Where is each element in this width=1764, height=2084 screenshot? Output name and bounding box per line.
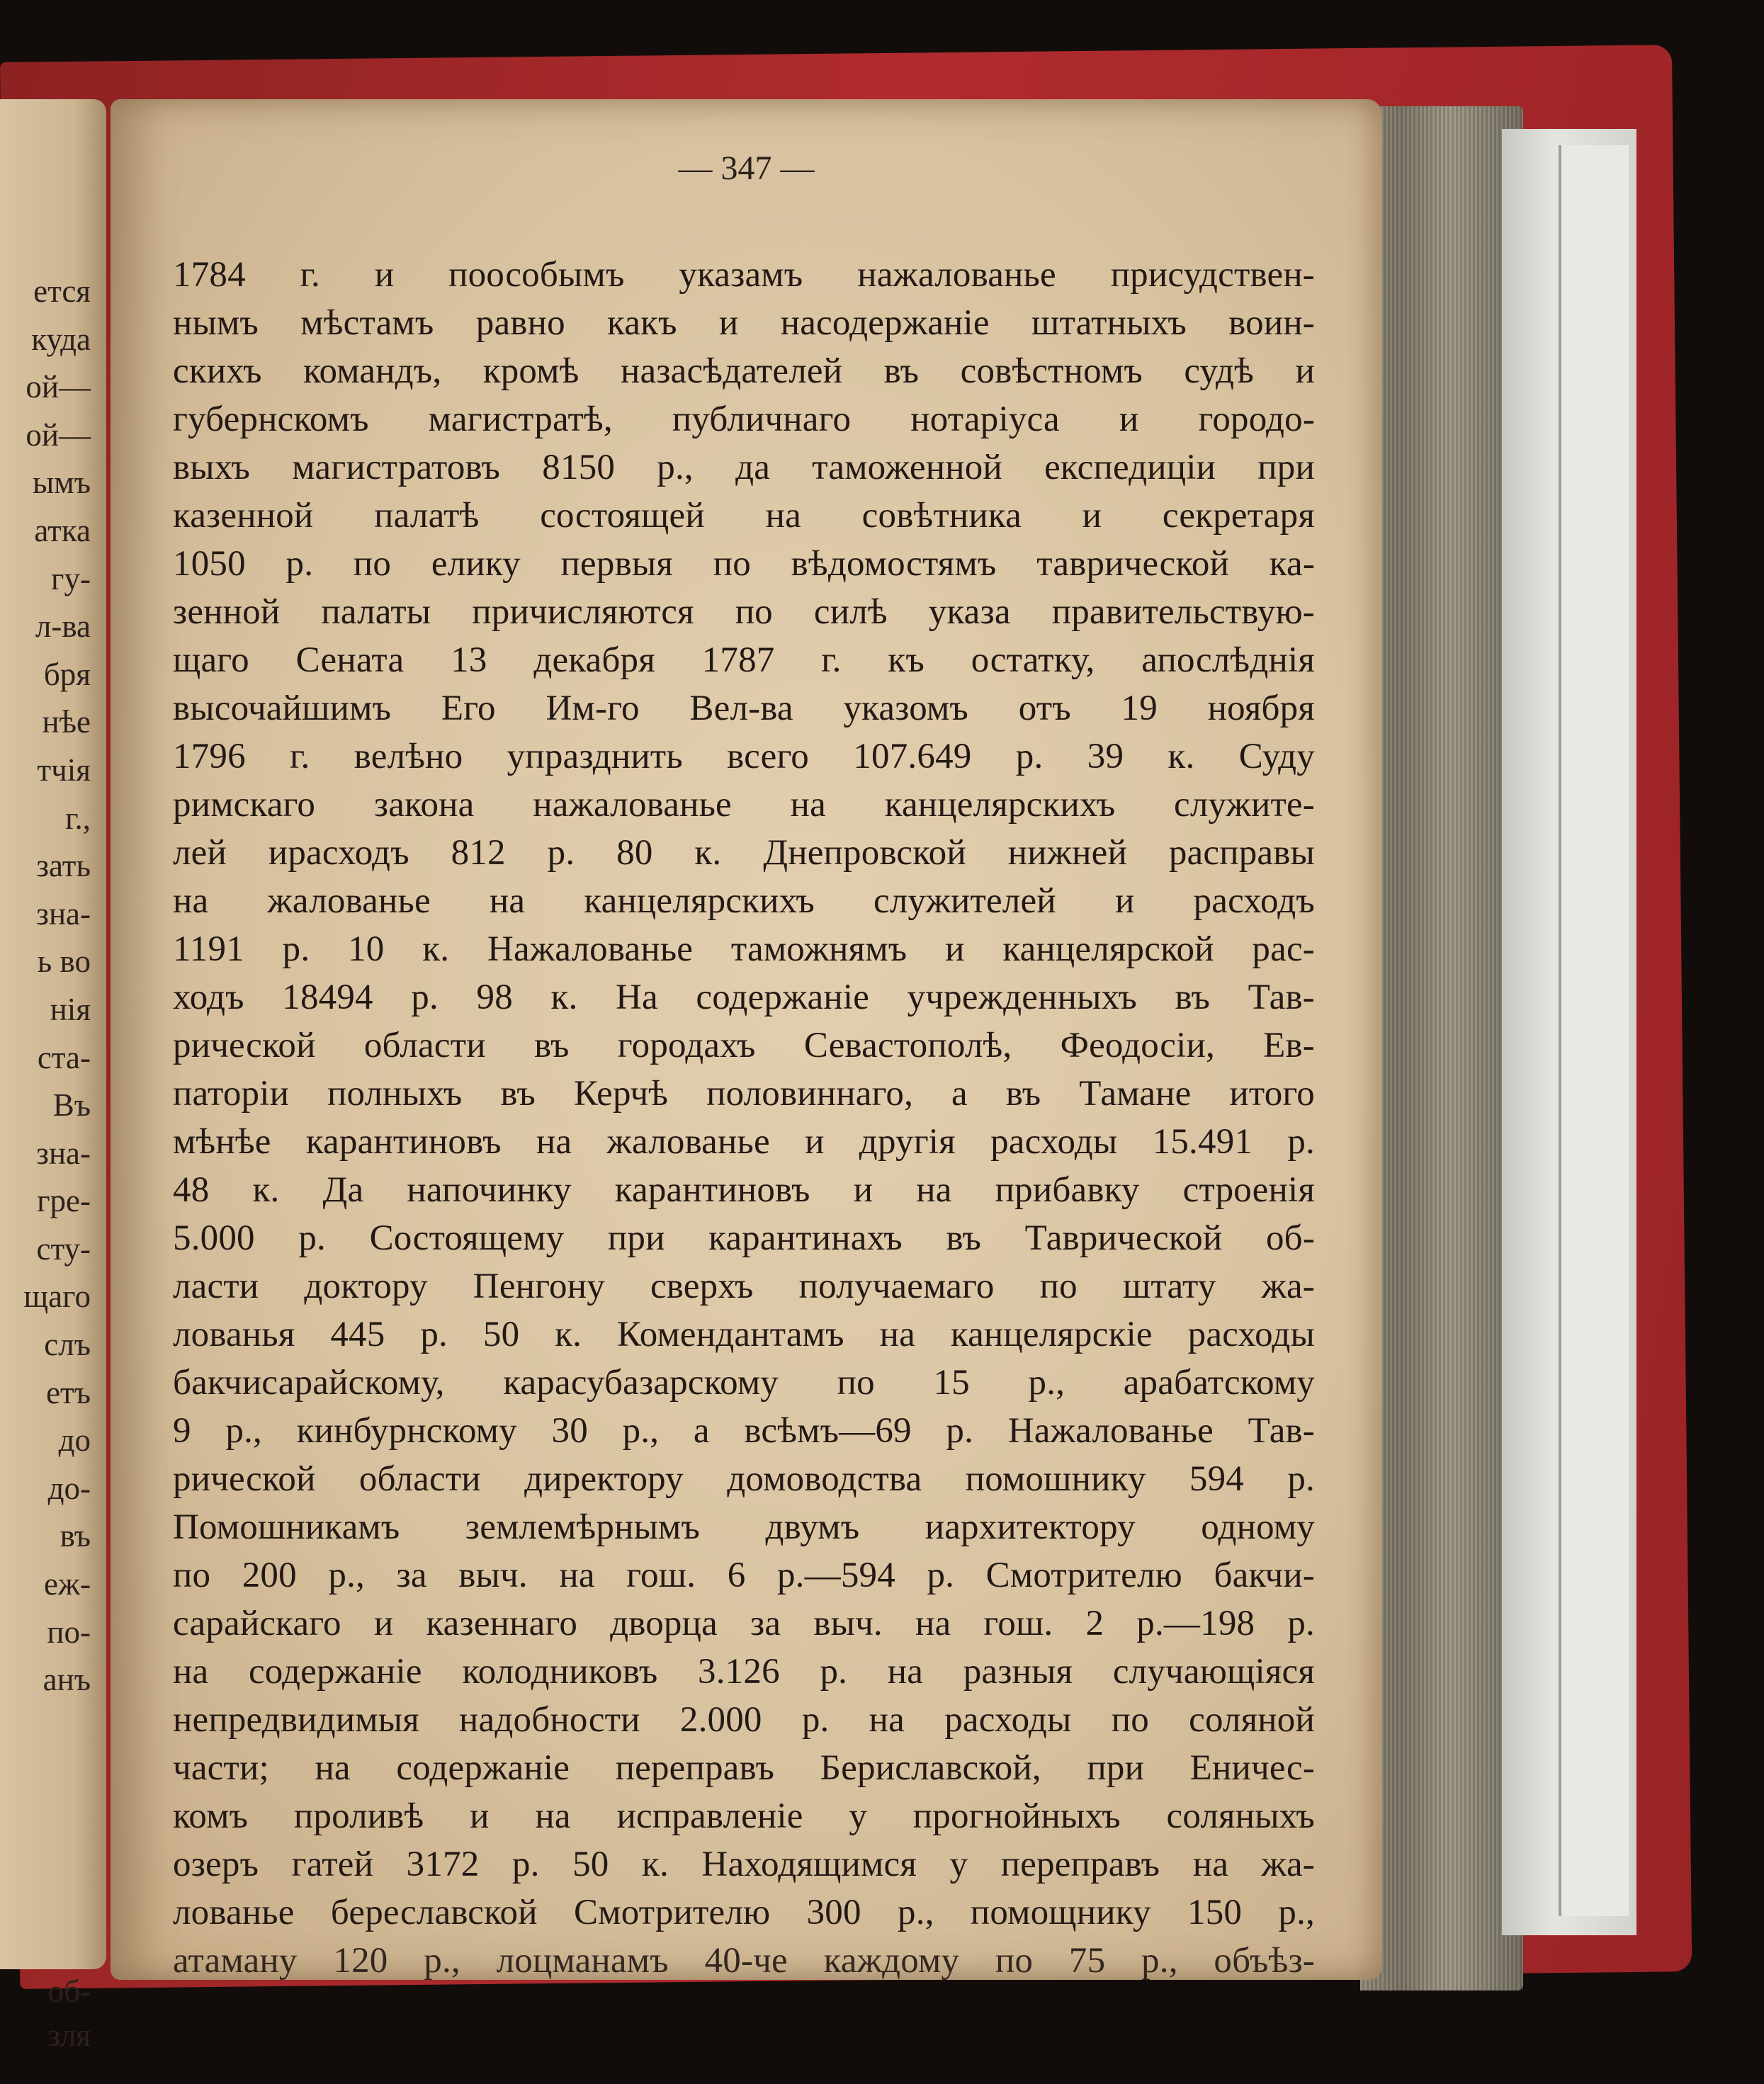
left-page-fragment: л-ва bbox=[35, 608, 91, 645]
left-page-fragment: куда bbox=[31, 321, 91, 357]
text-line: нымъ мѣстамъ равно какъ и насодержаніе штатныхъ воин- bbox=[173, 303, 1315, 343]
left-page-fragment: г., bbox=[65, 800, 91, 836]
page-body-text bbox=[173, 251, 1315, 1985]
text-line: комъ проливѣ и на исправленіе у прогнойныхъ соляныхъ bbox=[173, 1796, 1315, 1836]
left-page-bottom-fragments bbox=[47, 1969, 91, 2057]
text-line: на жалованье на канцелярскихъ служителей и расходъ bbox=[173, 881, 1315, 921]
text-line: зенной палаты причисляются по силѣ указа правительствую- bbox=[173, 592, 1315, 632]
left-page-fragment: ой— bbox=[26, 369, 91, 405]
left-page-fragment: зна- bbox=[36, 895, 91, 931]
text-line: сарайскаго и казеннаго дворца за выч. на гош. 2 р.—198 р. bbox=[173, 1604, 1315, 1643]
text-line: бакчисарайскому, карасубазарскому по 15 р., арабатскому bbox=[173, 1363, 1315, 1403]
text-line: атаману 120 р., лоцманамъ 40-че каждому по 75 р., объѣз- bbox=[173, 1941, 1315, 1981]
text-line: ходъ 18494 р. 98 к. На содержаніе учрежденныхъ въ Тав- bbox=[173, 978, 1315, 1017]
text-line: 1191 р. 10 к. Нажалованье таможнямъ и канцелярской рас- bbox=[173, 929, 1315, 969]
text-line: выхъ магистратовъ 8150 р., да таможенной експедиціи при bbox=[173, 448, 1315, 487]
right-page bbox=[111, 99, 1382, 1980]
left-page-fragment: до- bbox=[47, 1470, 91, 1506]
text-line: лей ирасходъ 812 р. 80 к. Днепровской нижней расправы bbox=[173, 833, 1315, 873]
text-line: губернскомъ магистратѣ, публичнаго нотаріуса и городо- bbox=[173, 400, 1315, 439]
text-line: рической области директору домоводства помошнику 594 р. bbox=[173, 1459, 1315, 1499]
left-page-fragment: зля bbox=[47, 2017, 91, 2053]
left-page-fragment: зна- bbox=[36, 1135, 91, 1171]
left-page-fragment: атка bbox=[34, 512, 91, 548]
left-page-fragment: нія bbox=[50, 991, 91, 1027]
text-line: лованья 445 р. 50 к. Комендантамъ на канцелярскіе расходы bbox=[173, 1315, 1315, 1354]
left-page-fragment: до bbox=[58, 1422, 91, 1459]
left-page-fragment: въ bbox=[60, 1518, 91, 1554]
left-page-fragment: ь во bbox=[37, 944, 91, 980]
text-line: на содержаніе колодниковъ 3.126 р. на разныя случающіяся bbox=[173, 1652, 1315, 1692]
page-edges bbox=[1360, 106, 1523, 1990]
text-line: паторіи полныхъ въ Керчѣ половиннаго, а въ Тамане итого bbox=[173, 1074, 1315, 1114]
left-page-fragment: сту- bbox=[36, 1230, 91, 1267]
text-line: скихъ командъ, кромѣ назасѣдателей въ совѣстномъ судѣ и bbox=[173, 351, 1315, 391]
text-line: 48 к. Да напочинку карантиновъ и на прибавку строенія bbox=[173, 1170, 1315, 1210]
left-page-fragment: щаго bbox=[23, 1279, 91, 1315]
left-page bbox=[0, 99, 106, 2053]
inserted-sheet-inner bbox=[1559, 145, 1629, 1916]
left-page-fragments bbox=[24, 268, 91, 1704]
page-number: — 347 — bbox=[678, 149, 815, 187]
text-line: казенной палатѣ состоящей на совѣтника и секретаря bbox=[173, 496, 1315, 536]
text-line: по 200 р., за выч. на гош. 6 р.—594 р. Смотрителю бакчи- bbox=[173, 1556, 1315, 1595]
left-page-fragment: слъ bbox=[44, 1327, 91, 1363]
left-page-fragment: ется bbox=[33, 273, 91, 309]
left-page-fragment: тчія bbox=[37, 752, 91, 788]
left-page-fragment: по- bbox=[47, 1614, 91, 1650]
left-page-fragment: Въ bbox=[52, 1087, 91, 1123]
text-line: мѣнѣе карантиновъ на жалованье и другія расходы 15.491 р. bbox=[173, 1122, 1315, 1162]
text-line: щаго Сената 13 декабря 1787 г. къ остатку, апослѣднія bbox=[173, 640, 1315, 680]
left-page-fragment: ста- bbox=[37, 1039, 91, 1075]
text-line: 9 р., кинбурнскому 30 р., а всѣмъ—69 р. Нажалованье Тав- bbox=[173, 1411, 1315, 1451]
text-line: Помошникамъ землемѣрнымъ двумъ иархитектору одному bbox=[173, 1507, 1315, 1547]
left-page-fragment: анъ bbox=[43, 1662, 91, 1698]
left-page-fragment: гре- bbox=[37, 1183, 91, 1219]
text-line: высочайшимъ Его Им-го Вел-ва указомъ отъ 19 ноября bbox=[173, 689, 1315, 728]
left-page-fragment: зать bbox=[36, 848, 91, 884]
text-line: 1050 р. по елику первыя по вѣдомостямъ таврической ка- bbox=[173, 544, 1315, 584]
text-line: озеръ гатей 3172 р. 50 к. Находящимся у переправъ на жа- bbox=[173, 1845, 1315, 1884]
left-page-fragment: еж- bbox=[43, 1566, 91, 1602]
page-edge-lines bbox=[1360, 106, 1523, 1990]
left-page-fragment: гу- bbox=[51, 560, 91, 596]
left-page-fragment: етъ bbox=[46, 1374, 91, 1410]
left-page-fragment: ымъ bbox=[33, 465, 91, 501]
left-page-fragment: об- bbox=[47, 1973, 91, 2009]
text-line: римскаго закона нажалованье на канцелярскихъ служите- bbox=[173, 785, 1315, 825]
text-line: ласти доктору Пенгону сверхъ получаемаго по штату жа- bbox=[173, 1267, 1315, 1306]
left-page-fragment: ой— bbox=[26, 417, 91, 453]
text-line: 1784 г. и поособымъ указамъ нажалованье присудствен- bbox=[173, 255, 1315, 295]
text-line: рической области въ городахъ Севастополѣ, Феодосіи, Ев- bbox=[173, 1026, 1315, 1065]
text-line: части; на содержаніе переправъ Бериславской, при Еничес- bbox=[173, 1748, 1315, 1788]
text-line: непредвидимыя надобности 2.000 р. на расходы по соляной bbox=[173, 1700, 1315, 1740]
text-line: 1796 г. велѣно упразднить всего 107.649 р. 39 к. Суду bbox=[173, 737, 1315, 776]
left-page-fragment: бря bbox=[43, 656, 91, 692]
text-line: лованье береславской Смотрителю 300 р., помощнику 150 р., bbox=[173, 1893, 1315, 1932]
text-line: 5.000 р. Состоящему при карантинахъ въ Таврической об- bbox=[173, 1218, 1315, 1258]
left-page-fragment: нѣе bbox=[42, 704, 91, 740]
